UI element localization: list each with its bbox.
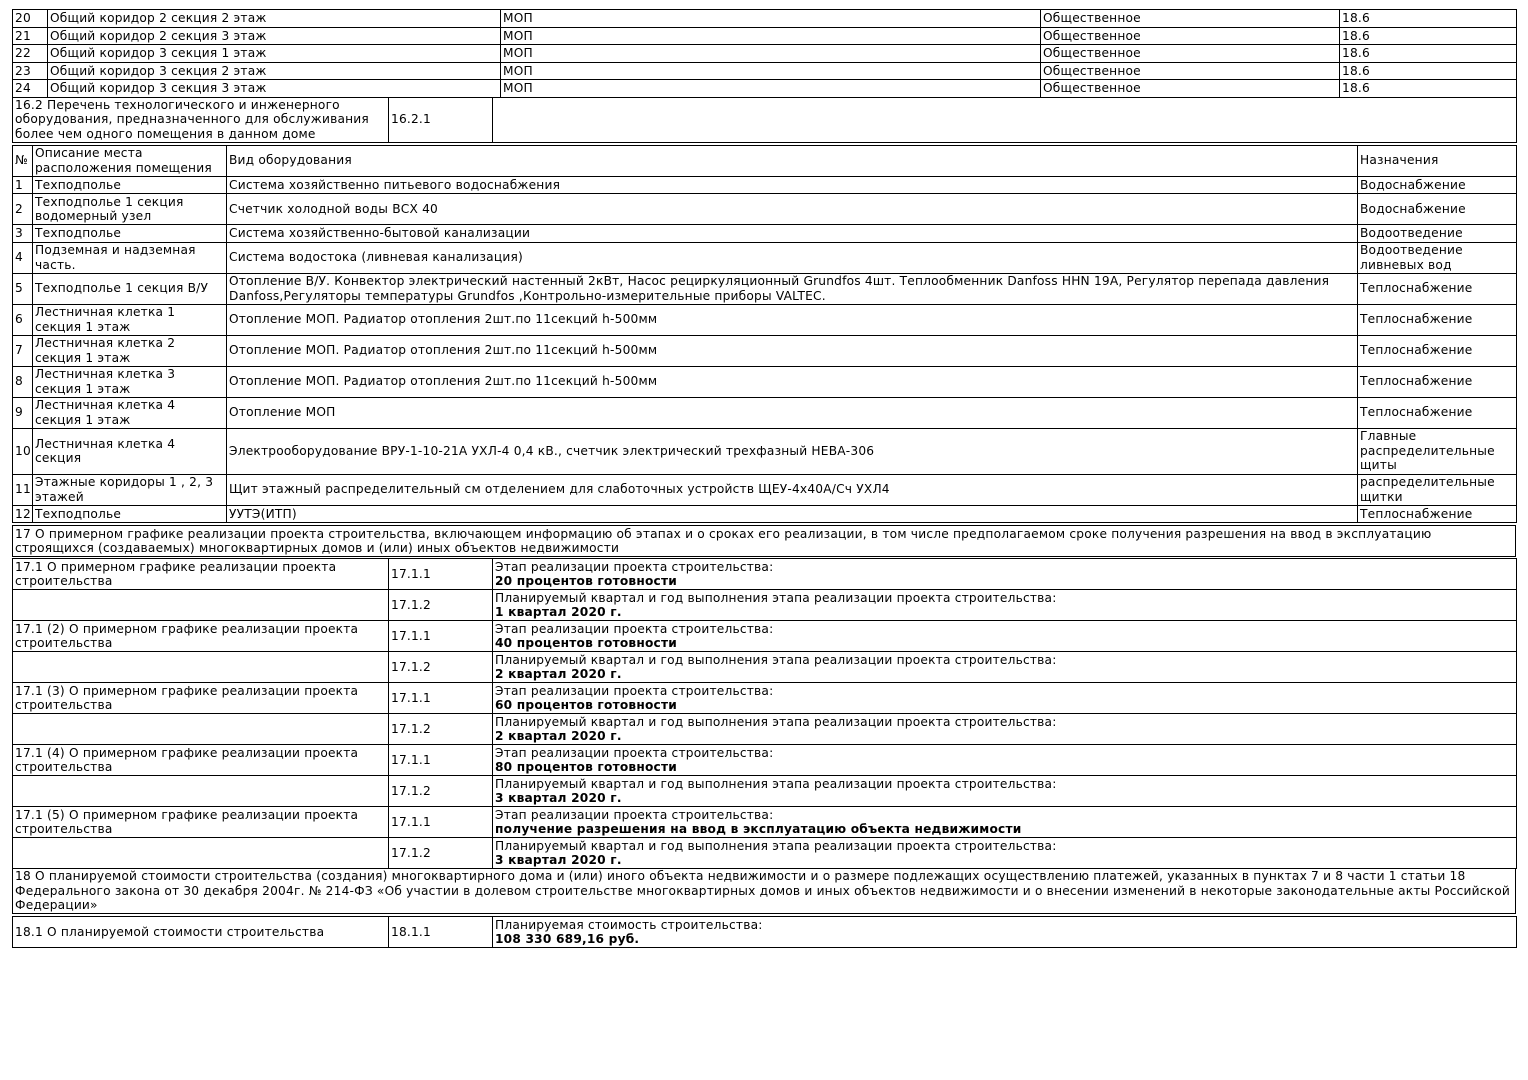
- equipment-kind: Система водостока (ливневая канализация): [227, 242, 1358, 273]
- equipment-number: 3: [13, 225, 33, 243]
- equipment-header-kind: Вид оборудования: [227, 145, 1358, 176]
- room-name: Общий коридор 3 секция 3 этаж: [48, 80, 501, 98]
- schedule-stage-cell: [493, 745, 1517, 776]
- section-17-title: 17 О примерном графике реализации проекта строительства, включающем информацию об этапах и о сроках его реализации, в том числе предполагаемом сроке получения разрешения на ввод в эксплуатацию строящихся (создаваемых) многоквартирных домов и (или) иных объектов недвижимости: [13, 526, 1516, 557]
- equipment-purpose: Главные распределительные щиты: [1358, 428, 1517, 474]
- schedule-quarter-cell: [493, 714, 1517, 745]
- equipment-purpose: Водоснабжение: [1358, 194, 1517, 225]
- section-18-1: [12, 916, 1517, 948]
- equipment-number: 1: [13, 176, 33, 194]
- equipment-number: 7: [13, 335, 33, 366]
- section-18-title: 18 О планируемой стоимости строительства (создания) многоквартирного дома и (или) иного объекта недвижимости и о размере подлежащих осуществлению платежей, указанных в пунктах 7 и 8 части 1 статьи 18 Федерального закона от 30 декабря 2004г. № 214-ФЗ «Об участии в долевом строительстве многоквартирных домов и иных объектов недвижимости и о внесении изменений в некоторые законодательные акты Российской Федерации»: [13, 869, 1516, 914]
- stage-value: 60 процентов готовности: [495, 698, 677, 712]
- schedule-stage-cell: [493, 621, 1517, 652]
- schedule-empty: [13, 652, 389, 683]
- equipment-purpose: Теплоснабжение: [1358, 335, 1517, 366]
- schedule-code: 17.1.1: [389, 621, 493, 652]
- section-16-2-empty: [493, 98, 1517, 143]
- equipment-purpose: Водоотведение ливневых вод: [1358, 242, 1517, 273]
- equipment-kind: Щит этажный распределительный см отделением для слаботочных устройств ЩЕУ-4х40А/Сч УХЛ4: [227, 474, 1358, 505]
- equipment-row: [13, 304, 1517, 335]
- stage-value: 80 процентов готовности: [495, 760, 677, 774]
- document-page: [12, 9, 1516, 948]
- quarter-value: 1 квартал 2020 г.: [495, 605, 622, 619]
- room-area: 18.6: [1340, 62, 1517, 80]
- room-row: [13, 45, 1517, 63]
- section-18-1-title: 18.1 О планируемой стоимости строительства: [13, 917, 389, 948]
- room-row: [13, 27, 1517, 45]
- schedule-stage-row: [13, 745, 1517, 776]
- equipment-place: Лестничная клетка 4 секция 1 этаж: [33, 397, 227, 428]
- schedule-code: 17.1.2: [389, 714, 493, 745]
- schedule-stage-row: [13, 559, 1517, 590]
- equipment-row: [13, 428, 1517, 474]
- schedule-code: 17.1.1: [389, 559, 493, 590]
- schedule-title: 17.1 О примерном графике реализации проекта строительства: [13, 559, 389, 590]
- schedule-code: 17.1.1: [389, 745, 493, 776]
- schedule-stage-cell: [493, 559, 1517, 590]
- stage-value: 40 процентов готовности: [495, 636, 677, 650]
- equipment-purpose: Водоснабжение: [1358, 176, 1517, 194]
- schedule-empty: [13, 714, 389, 745]
- room-name: Общий коридор 2 секция 2 этаж: [48, 10, 501, 28]
- room-name: Общий коридор 3 секция 2 этаж: [48, 62, 501, 80]
- quarter-label: Планируемый квартал и год выполнения этапа реализации проекта строительства:: [495, 838, 1057, 853]
- room-row: [13, 62, 1517, 80]
- equipment-kind: Отопление МОП. Радиатор отопления 2шт.по 11секций h-500мм: [227, 335, 1358, 366]
- schedule-title: 17.1 (4) О примерном графике реализации проекта строительства: [13, 745, 389, 776]
- equipment-purpose: Теплоснабжение: [1358, 505, 1517, 523]
- equipment-row: [13, 474, 1517, 505]
- quarter-value: 3 квартал 2020 г.: [495, 791, 622, 805]
- room-number: 23: [13, 62, 48, 80]
- quarter-label: Планируемый квартал и год выполнения этапа реализации проекта строительства:: [495, 714, 1057, 729]
- equipment-kind: Счетчик холодной воды ВСХ 40: [227, 194, 1358, 225]
- equipment-header-purpose: Назначения: [1358, 145, 1517, 176]
- equipment-row: [13, 225, 1517, 243]
- equipment-row: [13, 505, 1517, 523]
- equipment-purpose: Теплоснабжение: [1358, 273, 1517, 304]
- quarter-label: Планируемый квартал и год выполнения этапа реализации проекта строительства:: [495, 652, 1057, 667]
- equipment-kind: Отопление В/У. Конвектор электрический настенный 2кВт, Насос рециркуляционный Grundfos 4шт. Теплообменник Danfoss HHN 19A, Регулятор перепада давления Danfoss,Регуляторы температуры Grundfos ,Контрольно-измерительные приборы VALTEC.: [227, 273, 1358, 304]
- cost-label: Планируемая стоимость строительства:: [495, 917, 763, 932]
- equipment-row: [13, 366, 1517, 397]
- equipment-kind: Система хозяйственно питьевого водоснабжения: [227, 176, 1358, 194]
- equipment-place: Лестничная клетка 1 секция 1 этаж: [33, 304, 227, 335]
- equipment-kind: Электрооборудование ВРУ-1-10-21А УХЛ-4 0,4 кВ., счетчик электрический трехфазный НЕВА-306: [227, 428, 1358, 474]
- schedule-stage-cell: [493, 807, 1517, 838]
- equipment-number: 10: [13, 428, 33, 474]
- room-row: [13, 10, 1517, 28]
- equipment-kind: Отопление МОП. Радиатор отопления 2шт.по 11секций h-500мм: [227, 366, 1358, 397]
- schedule-stage-row: [13, 621, 1517, 652]
- equipment-kind: Система хозяйственно-бытовой канализации: [227, 225, 1358, 243]
- equipment-number: 2: [13, 194, 33, 225]
- schedule-quarter-row: [13, 714, 1517, 745]
- equipment-purpose: распределительные щитки: [1358, 474, 1517, 505]
- room-use: Общественное: [1041, 80, 1340, 98]
- stage-label: Этап реализации проекта строительства:: [495, 559, 774, 574]
- equipment-row: [13, 194, 1517, 225]
- equipment-number: 4: [13, 242, 33, 273]
- equipment-place: Лестничная клетка 2 секция 1 этаж: [33, 335, 227, 366]
- equipment-row: [13, 335, 1517, 366]
- schedule-quarter-cell: [493, 838, 1517, 869]
- equipment-kind: Отопление МОП. Радиатор отопления 2шт.по 11секций h-500мм: [227, 304, 1358, 335]
- equipment-place: Техподполье: [33, 225, 227, 243]
- stage-label: Этап реализации проекта строительства:: [495, 683, 774, 698]
- room-area: 18.6: [1340, 45, 1517, 63]
- section-16-2-title: 16.2 Перечень технологического и инженерного оборудования, предназначенного для обслуживания более чем одного помещения в данном доме: [13, 98, 389, 143]
- room-number: 24: [13, 80, 48, 98]
- equipment-place: Подземная и надземная часть.: [33, 242, 227, 273]
- quarter-label: Планируемый квартал и год выполнения этапа реализации проекта строительства:: [495, 590, 1057, 605]
- schedule-table: [12, 558, 1517, 869]
- equipment-place: Техподполье: [33, 505, 227, 523]
- equipment-place: Техподполье 1 секция В/У: [33, 273, 227, 304]
- section-18-1-code: 18.1.1: [389, 917, 493, 948]
- section-16-2-code: 16.2.1: [389, 98, 493, 143]
- schedule-quarter-cell: [493, 652, 1517, 683]
- equipment-purpose: Водоотведение: [1358, 225, 1517, 243]
- room-name: Общий коридор 3 секция 1 этаж: [48, 45, 501, 63]
- room-number: 22: [13, 45, 48, 63]
- room-type: МОП: [501, 27, 1041, 45]
- section-18-1-value-cell: [493, 917, 1517, 948]
- equipment-place: Лестничная клетка 3 секция 1 этаж: [33, 366, 227, 397]
- stage-value: 20 процентов готовности: [495, 574, 677, 588]
- schedule-code: 17.1.2: [389, 652, 493, 683]
- room-use: Общественное: [1041, 45, 1340, 63]
- schedule-empty: [13, 838, 389, 869]
- room-type: МОП: [501, 10, 1041, 28]
- room-use: Общественное: [1041, 10, 1340, 28]
- quarter-value: 2 квартал 2020 г.: [495, 667, 622, 681]
- equipment-table: [12, 145, 1517, 524]
- equipment-purpose: Теплоснабжение: [1358, 366, 1517, 397]
- equipment-purpose: Теплоснабжение: [1358, 397, 1517, 428]
- schedule-quarter-cell: [493, 590, 1517, 621]
- equipment-place: Техподполье: [33, 176, 227, 194]
- equipment-kind: Отопление МОП: [227, 397, 1358, 428]
- schedule-quarter-row: [13, 590, 1517, 621]
- schedule-empty: [13, 590, 389, 621]
- equipment-row: [13, 397, 1517, 428]
- schedule-code: 17.1.2: [389, 590, 493, 621]
- stage-label: Этап реализации проекта строительства:: [495, 745, 774, 760]
- room-type: МОП: [501, 45, 1041, 63]
- equipment-place: Лестничная клетка 4 секция: [33, 428, 227, 474]
- stage-label: Этап реализации проекта строительства:: [495, 621, 774, 636]
- room-area: 18.6: [1340, 27, 1517, 45]
- room-type: МОП: [501, 62, 1041, 80]
- equipment-purpose: Теплоснабжение: [1358, 304, 1517, 335]
- section-17: [12, 525, 1516, 557]
- room-row: [13, 80, 1517, 98]
- schedule-code: 17.1.2: [389, 838, 493, 869]
- schedule-code: 17.1.1: [389, 807, 493, 838]
- rooms-table: [12, 9, 1517, 98]
- equipment-row: [13, 242, 1517, 273]
- equipment-row: [13, 176, 1517, 194]
- schedule-quarter-cell: [493, 776, 1517, 807]
- equipment-row: [13, 273, 1517, 304]
- section-16-2: [12, 98, 1517, 143]
- quarter-value: 2 квартал 2020 г.: [495, 729, 622, 743]
- schedule-code: 17.1.1: [389, 683, 493, 714]
- equipment-number: 5: [13, 273, 33, 304]
- equipment-number: 12: [13, 505, 33, 523]
- room-area: 18.6: [1340, 10, 1517, 28]
- equipment-kind: УУТЭ(ИТП): [227, 505, 1358, 523]
- schedule-title: 17.1 (2) О примерном графике реализации проекта строительства: [13, 621, 389, 652]
- room-type: МОП: [501, 80, 1041, 98]
- equipment-place: Техподполье 1 секция водомерный узел: [33, 194, 227, 225]
- schedule-quarter-row: [13, 776, 1517, 807]
- equipment-header-n: №: [13, 145, 33, 176]
- room-name: Общий коридор 2 секция 3 этаж: [48, 27, 501, 45]
- room-use: Общественное: [1041, 62, 1340, 80]
- equipment-number: 8: [13, 366, 33, 397]
- equipment-number: 6: [13, 304, 33, 335]
- cost-value: 108 330 689,16 руб.: [495, 932, 640, 946]
- section-18: [12, 869, 1516, 914]
- schedule-stage-row: [13, 807, 1517, 838]
- schedule-title: 17.1 (5) О примерном графике реализации проекта строительства: [13, 807, 389, 838]
- schedule-quarter-row: [13, 652, 1517, 683]
- equipment-place: Этажные коридоры 1 , 2, 3 этажей: [33, 474, 227, 505]
- schedule-stage-cell: [493, 683, 1517, 714]
- quarter-label: Планируемый квартал и год выполнения этапа реализации проекта строительства:: [495, 776, 1057, 791]
- room-number: 21: [13, 27, 48, 45]
- schedule-stage-row: [13, 683, 1517, 714]
- schedule-title: 17.1 (3) О примерном графике реализации проекта строительства: [13, 683, 389, 714]
- room-area: 18.6: [1340, 80, 1517, 98]
- room-number: 20: [13, 10, 48, 28]
- schedule-quarter-row: [13, 838, 1517, 869]
- equipment-number: 11: [13, 474, 33, 505]
- room-use: Общественное: [1041, 27, 1340, 45]
- schedule-code: 17.1.2: [389, 776, 493, 807]
- equipment-header-row: [13, 145, 1517, 176]
- schedule-empty: [13, 776, 389, 807]
- equipment-number: 9: [13, 397, 33, 428]
- quarter-value: 3 квартал 2020 г.: [495, 853, 622, 867]
- equipment-header-place: Описание места расположения помещения: [33, 145, 227, 176]
- stage-value: получение разрешения на ввод в эксплуатацию объекта недвижимости: [495, 822, 1022, 836]
- stage-label: Этап реализации проекта строительства:: [495, 807, 774, 822]
